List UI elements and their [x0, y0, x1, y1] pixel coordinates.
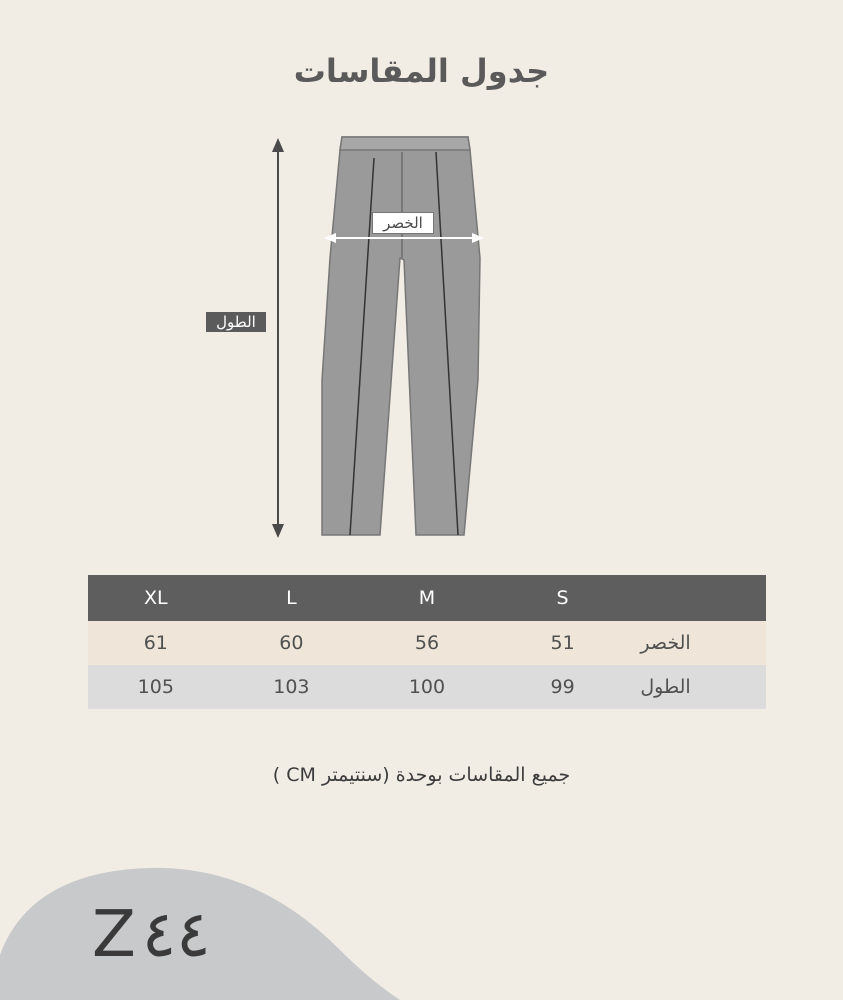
table-header-row	[88, 575, 766, 621]
table-cell: 105	[88, 665, 224, 709]
header-corner-cell	[630, 575, 766, 621]
table-row	[88, 665, 766, 709]
row-label-waist: الخصر	[630, 621, 766, 665]
table-cell: 56	[359, 621, 495, 665]
table-cell: 99	[495, 665, 631, 709]
table-cell: 61	[88, 621, 224, 665]
table-cell: 51	[495, 621, 631, 665]
table-cell: 100	[359, 665, 495, 709]
row-label-length: الطول	[630, 665, 766, 709]
table-cell: 60	[224, 621, 360, 665]
pants-body	[322, 137, 480, 535]
pants-shape	[322, 137, 480, 535]
waistband	[340, 137, 470, 150]
brand-logo: Z٤٤	[92, 898, 211, 972]
size-table	[88, 575, 766, 709]
units-footnote: جميع المقاسات بوحدة (سنتيمتر CM )	[272, 764, 571, 786]
length-label: الطول	[206, 312, 266, 332]
size-header-xl: XL	[88, 575, 224, 621]
length-arrow-top-icon	[272, 138, 284, 152]
table-row	[88, 621, 766, 665]
size-header-s: S	[495, 575, 631, 621]
waist-arrow-left-icon	[324, 233, 336, 243]
page-title: جدول المقاسات	[293, 52, 550, 90]
length-arrow-bottom-icon	[272, 524, 284, 538]
size-header-m: M	[359, 575, 495, 621]
waist-label: الخصر	[372, 212, 434, 234]
table-cell: 103	[224, 665, 360, 709]
size-header-l: L	[224, 575, 360, 621]
